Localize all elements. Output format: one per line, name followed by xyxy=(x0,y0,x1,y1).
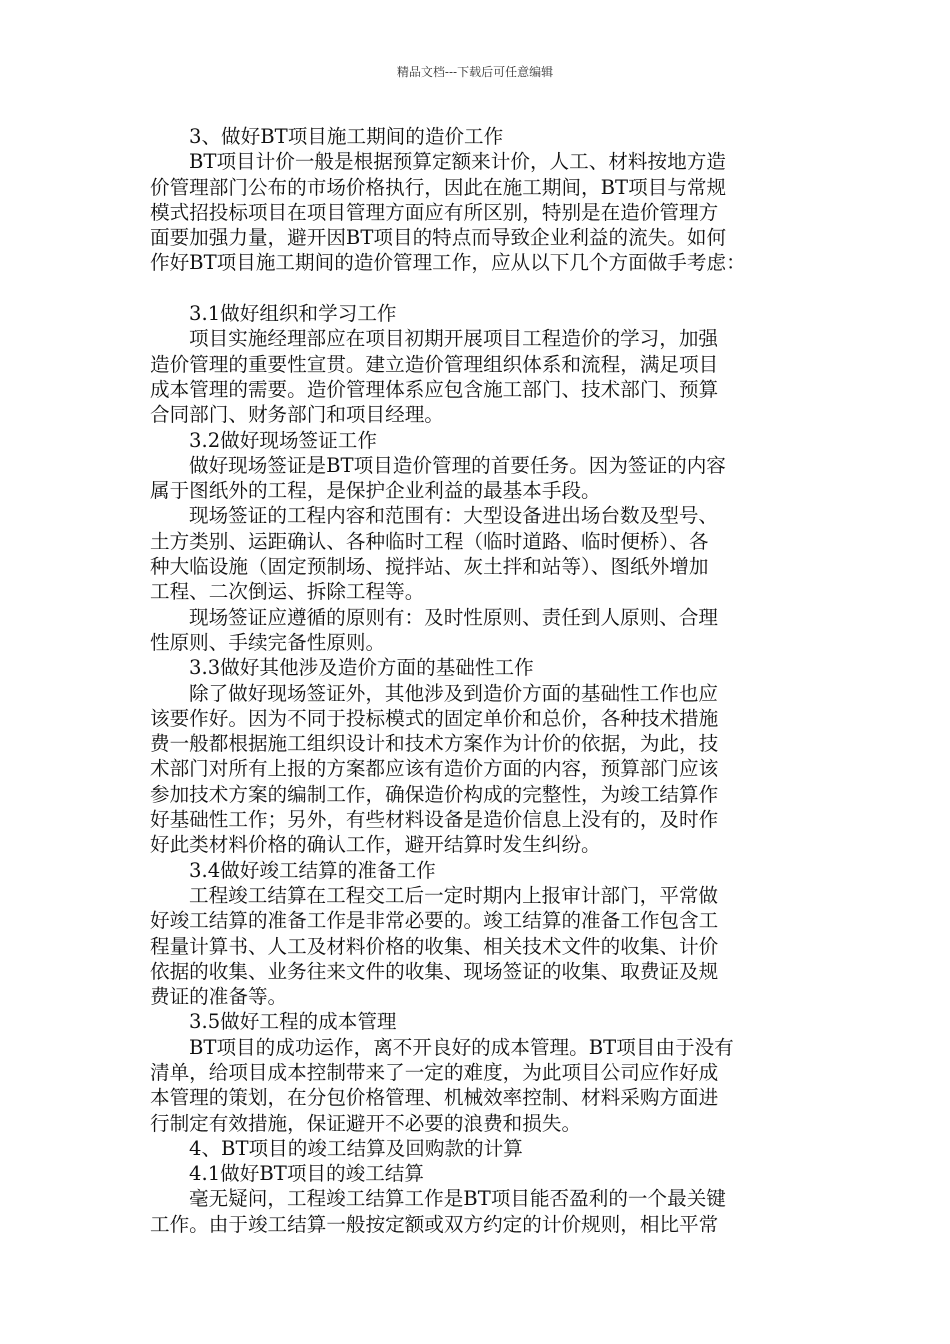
text-line: 行制定有效措施，保证避开不必要的浪费和损失。 xyxy=(150,1111,582,1135)
text-line: 3.3做好其他涉及造价方面的基础性工作 xyxy=(189,656,534,680)
page-header: 精品文档---下载后可任意编辑 xyxy=(396,65,554,79)
text-line: 4、BT项目的竣工结算及回购款的计算 xyxy=(189,1136,523,1160)
text-line: 3.1做好组织和学习工作 xyxy=(189,302,397,326)
text-line: 土方类别、运距确认、各种临时工程（临时道路、临时便桥）、各 xyxy=(150,529,709,553)
text-line: 种大临设施（固定预制场、搅拌站、灰土拌和站等）、图纸外增加 xyxy=(150,555,709,579)
document-body xyxy=(150,124,800,1237)
blank-line xyxy=(150,276,800,301)
text-line: 工程、二次倒运、拆除工程等。 xyxy=(150,580,425,604)
text-line: 毫无疑问，工程竣工结算工作是BT项目能否盈利的一个最关键 xyxy=(189,1187,726,1211)
text-line: 工作。由于竣工结算一般按定额或双方约定的计价规则，相比平常 xyxy=(150,1212,719,1236)
text-line: 做好现场签证是BT项目造价管理的首要任务。因为签证的内容 xyxy=(189,453,726,477)
text-line: 3、做好BT项目施工期间的造价工作 xyxy=(189,125,504,148)
text-line: 性原则、手续完备性原则。 xyxy=(150,630,386,654)
text-line: 该要作好。因为不同于投标模式的固定单价和总价，各种技术措施 xyxy=(150,706,719,730)
text-line: 价管理部门公布的市场价格执行，因此在施工期间，BT项目与常规 xyxy=(150,175,727,199)
text-line: 3.4做好竣工结算的准备工作 xyxy=(189,858,436,882)
text-line: 费证的准备等。 xyxy=(150,985,288,1009)
text-line: BT项目的成功运作，离不开良好的成本管理。BT项目由于没有 xyxy=(189,1035,734,1059)
text-line: 清单，给项目成本控制带来了一定的难度，为此项目公司应作好成 xyxy=(150,1060,719,1084)
text-line: 工程竣工结算在工程交工后一定时期内上报审计部门，平常做 xyxy=(189,883,719,907)
text-line: 模式招投标项目在项目管理方面应有所区别，特别是在造价管理方 xyxy=(150,200,719,224)
text-line: 4.1做好BT项目的竣工结算 xyxy=(189,1162,424,1186)
text-line: 好基础性工作；另外，有些材料设备是造价信息上没有的，及时作 xyxy=(150,808,719,832)
text-line: 项目实施经理部应在项目初期开展项目工程造价的学习，加强 xyxy=(189,327,719,351)
text-line: 3.2做好现场签证工作 xyxy=(189,428,377,452)
text-line: 好此类材料价格的确认工作，避开结算时发生纠纷。 xyxy=(150,833,601,857)
text-line: 现场签证应遵循的原则有：及时性原则、责任到人原则、合理 xyxy=(189,605,719,629)
text-line: 现场签证的工程内容和范围有：大型设备进出场台数及型号、 xyxy=(189,504,719,528)
text-line: 术部门对所有上报的方案都应该有造价方面的内容，预算部门应该 xyxy=(150,757,719,781)
text-line: 作好BT项目施工期间的造价管理工作，应从以下几个方面做手考虑： xyxy=(150,251,746,275)
text-line: 本管理的策划，在分包价格管理、机械效率控制、材料采购方面进 xyxy=(150,1086,719,1110)
text-line: 程量计算书、人工及材料价格的收集、相关技术文件的收集、计价 xyxy=(150,934,719,958)
text-line: BT项目计价一般是根据预算定额来计价，人工、材料按地方造 xyxy=(189,150,726,174)
text-line: 3.5做好工程的成本管理 xyxy=(189,1010,397,1034)
text-line: 依据的收集、业务往来文件的收集、现场签证的收集、取费证及规 xyxy=(150,959,719,983)
text-line: 造价管理的重要性宣贯。建立造价管理组织体系和流程，满足项目 xyxy=(150,352,719,376)
text-line: 成本管理的需要。造价管理体系应包含施工部门、技术部门、预算 xyxy=(150,377,719,401)
text-line: 好竣工结算的准备工作是非常必要的。竣工结算的准备工作包含工 xyxy=(150,909,719,933)
text-line: 除了做好现场签证外，其他涉及到造价方面的基础性工作也应 xyxy=(189,681,719,705)
text-line: 参加技术方案的编制工作，确保造价构成的完整性，为竣工结算作 xyxy=(150,782,719,806)
text-line: 面要加强力量，避开因BT项目的特点而导致企业利益的流失。如何 xyxy=(150,226,727,250)
text-line: 费一般都根据施工组织设计和技术方案作为计价的依据，为此，技 xyxy=(150,732,719,756)
text-line: 合同部门、财务部门和项目经理。 xyxy=(150,403,444,427)
text-line: 属于图纸外的工程，是保护企业利益的最基本手段。 xyxy=(150,479,601,503)
